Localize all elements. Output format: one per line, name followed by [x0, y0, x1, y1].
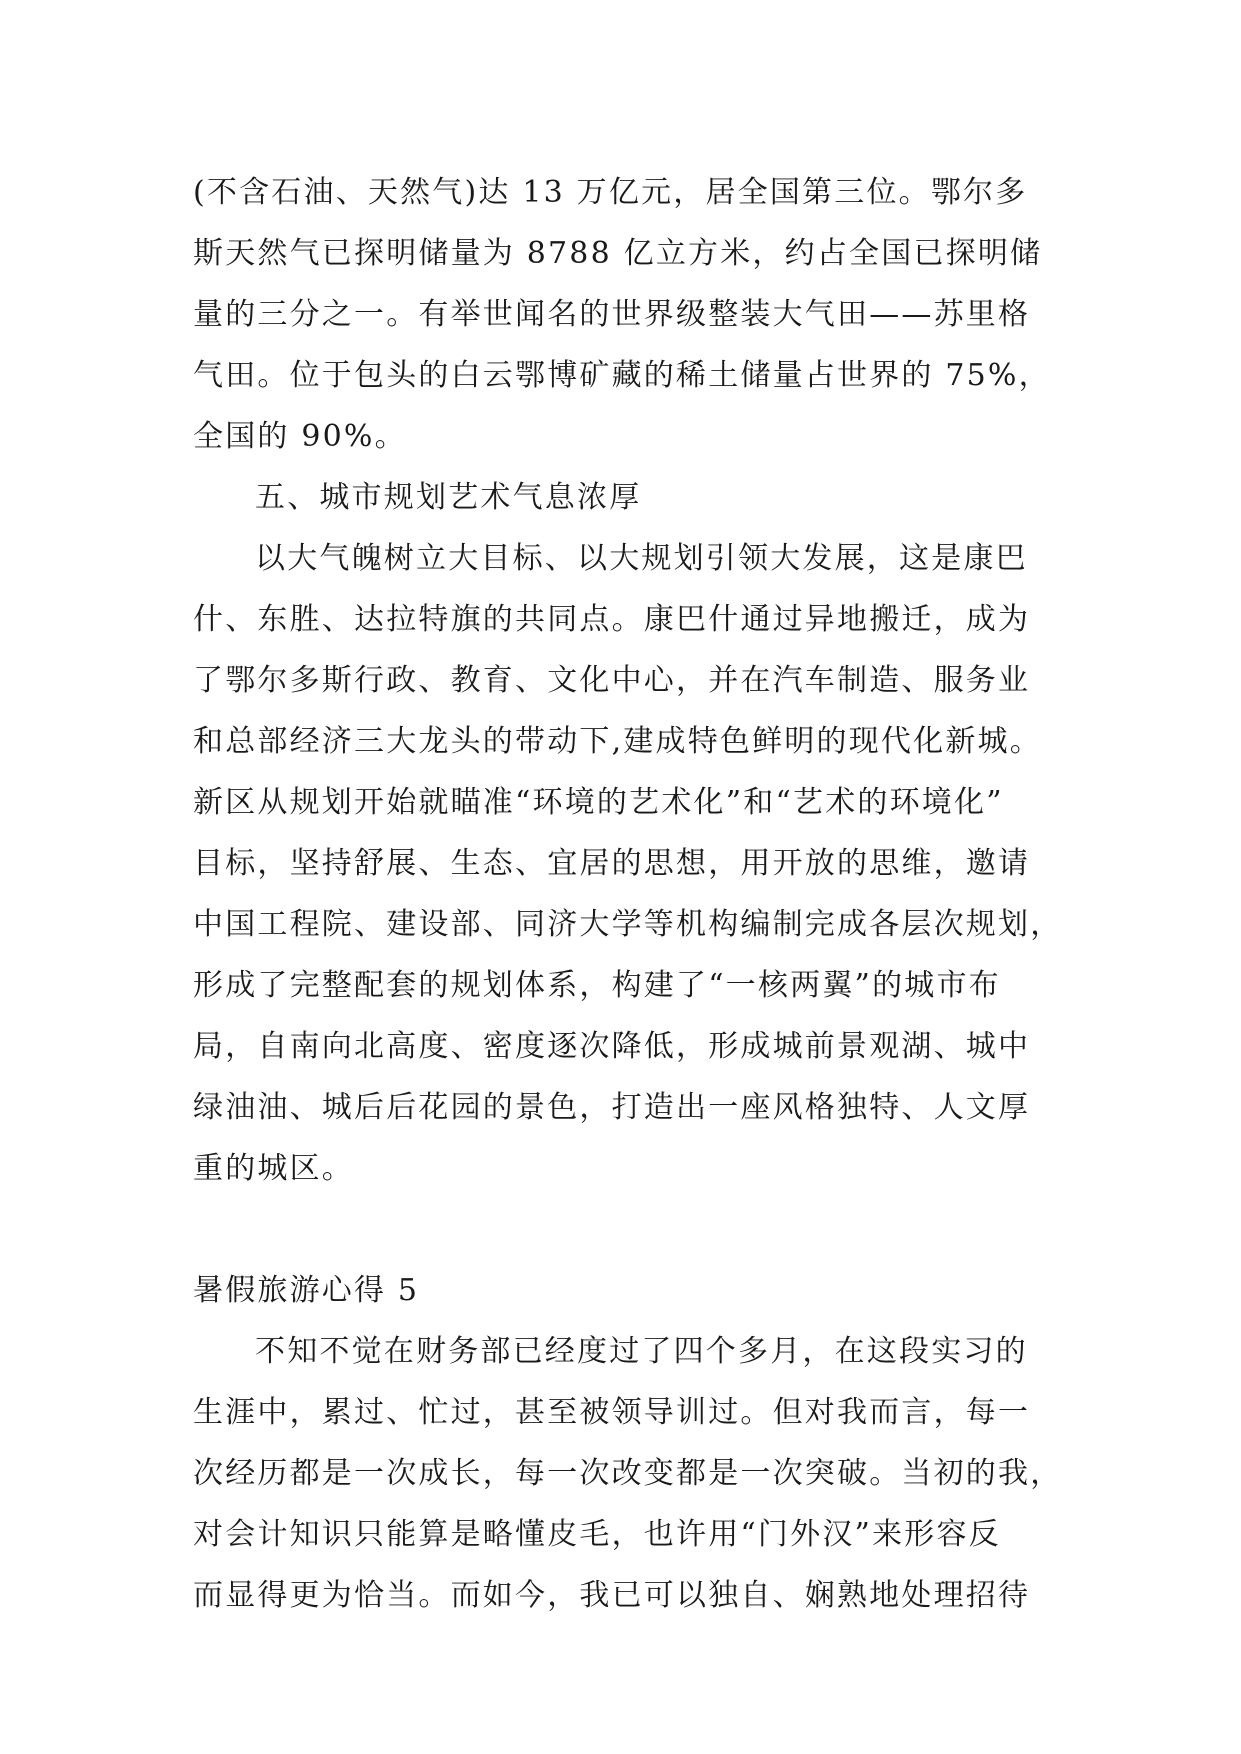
- text-line: 以大气魄树立大目标、以大规划引领大发展，这是康巴: [255, 541, 1028, 576]
- text-line: 气田。位于包头的白云鄂博矿藏的稀土储量占世界的 75%，: [193, 358, 1051, 393]
- text-line: 对会计知识只能算是略懂皮毛，也许用“门外汉”来形容反: [193, 1517, 1001, 1552]
- text-line: 什、东胜、达拉特旗的共同点。康巴什通过异地搬迁，成为: [193, 602, 1031, 637]
- heading-five: 五、城市规划艺术气息浓厚: [255, 480, 642, 515]
- text-line: 不知不觉在财务部已经度过了四个多月，在这段实习的: [255, 1334, 1028, 1369]
- text-line: 绿油油、城后后花园的景色，打造出一座风格独特、人文厚: [193, 1090, 1031, 1125]
- text-line: 次经历都是一次成长，每一次改变都是一次突破。当初的我，: [193, 1456, 1063, 1491]
- paragraph-resources: [193, 162, 1053, 467]
- text-line: (不含石油、天然气)达 13 万亿元，居全国第三位。鄂尔多: [193, 175, 1028, 210]
- document-body: [193, 162, 1063, 1626]
- text-line: 形成了完整配套的规划体系，构建了“一核两翼”的城市布: [193, 968, 1001, 1003]
- text-line: 了鄂尔多斯行政、教育、文化中心，并在汽车制造、服务业: [193, 663, 1031, 698]
- text-line: 全国的 90%。: [193, 419, 407, 454]
- text-line: 中国工程院、建设部、同济大学等机构编制完成各层次规划，: [193, 907, 1063, 942]
- section-title: 暑假旅游心得 5: [193, 1273, 420, 1308]
- text-line: 新区从规划开始就瞄准“环境的艺术化”和“艺术的环境化”: [193, 785, 1004, 820]
- text-line: 量的三分之一。有举世闻名的世界级整装大气田——苏里格: [193, 297, 1031, 332]
- text-line: 和总部经济三大龙头的带动下,建成特色鲜明的现代化新城。: [193, 724, 1042, 759]
- text-line: 局，自南向北高度、密度逐次降低，形成城前景观湖、城中: [193, 1029, 1031, 1064]
- text-line: 生涯中，累过、忙过，甚至被领导训过。但对我而言，每一: [193, 1395, 1031, 1430]
- text-line: 而显得更为恰当。而如今，我已可以独自、娴熟地处理招待: [193, 1578, 1031, 1613]
- text-line: 斯天然气已探明储量为 8788 亿立方米，约占全国已探明储: [193, 236, 1043, 271]
- section-spacer: [193, 1199, 1053, 1260]
- text-line: 重的城区。: [193, 1151, 354, 1186]
- text-line: 目标，坚持舒展、生态、宜居的思想，用开放的思维，邀请: [193, 846, 1031, 881]
- paragraph-city-planning: [193, 528, 1063, 1199]
- paragraph-internship: [193, 1321, 1063, 1626]
